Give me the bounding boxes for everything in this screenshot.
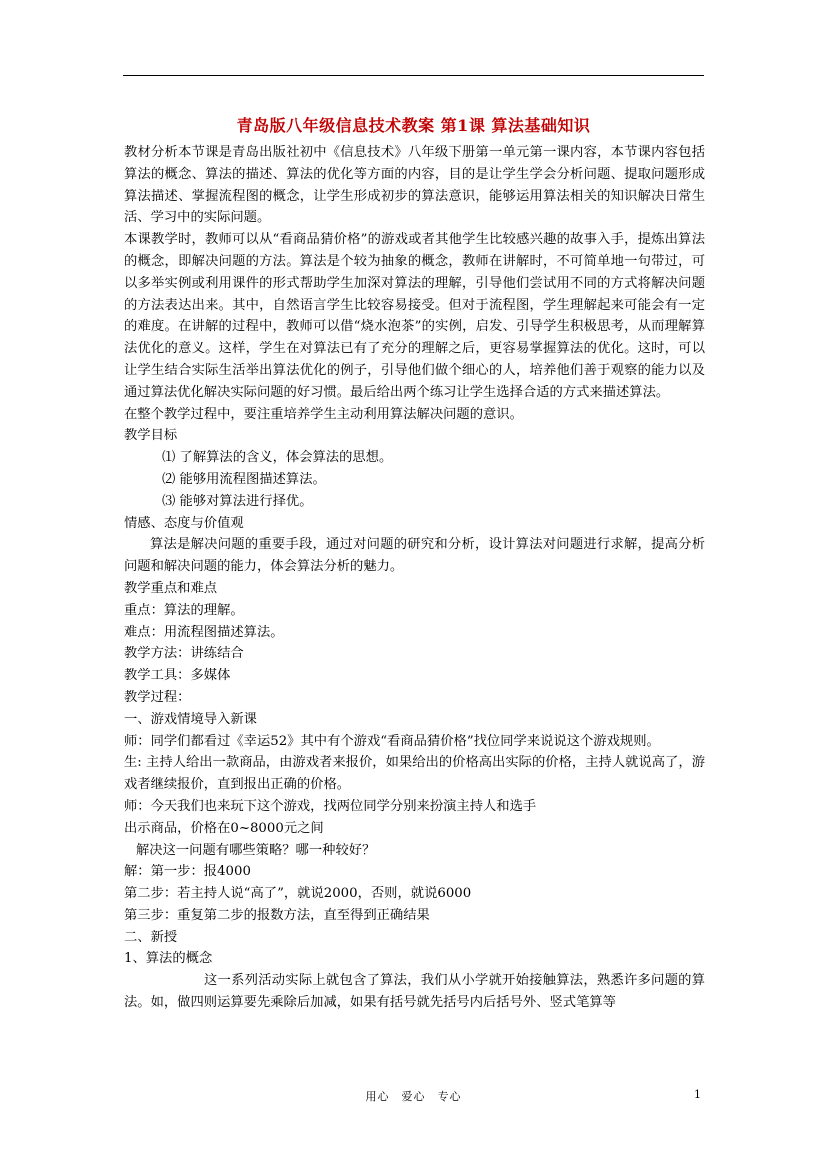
paragraph-teaching-approach: 本课教学时，教师可以从“看商品猜价格”的游戏或者其他学生比较感兴趣的故事入手，提炼出算法的概念，即解决问题的方法。算法是个较为抽象的概念，教师在讲解时，不可简单地一句带过，可以多举实例或利用课件的形式帮助学生加深对算法的理解，引导他们尝试用不同的方式将解决问题的方法表达出来。其中，自然语言学生比较容易接受。但对于流程图，学生理解起来可能会有一定的难度。在讲解的过程中，教师可以借“烧水泡茶”的实例，启发、引导学生积极思考，从而理解算法优化的意义。这样，学生在对算法已有了充分的理解之后，更容易掌握算法的优化。这时，可以让学生结合实际生活举出算法优化的例子，引导他们做个细心的人，培养他们善于观察的能力以及通过算法优化解决实际问题的好习惯。最后给出两个练习让学生选择合适的方式来描述算法。 xyxy=(124,232,705,400)
dialogue-student-1: 生: 主持人给出一款商品，由游戏者来报价，如果给出的价格高出实际的价格，主持人就说高了，游戏者继续报价，直到报出正确的价格。 xyxy=(124,755,705,793)
dialogue-teacher-2: 师：今天我们也来玩下这个游戏，找两位同学分别来扮演主持人和选手 xyxy=(124,798,537,814)
document-title: 青岛版八年级信息技术教案 第1课 算法基础知识 xyxy=(236,116,591,135)
heading-teaching-objectives: 教学目标 xyxy=(124,428,178,444)
solution-step-3: 第三步：重复第二步的报数方法，直至得到正确结果 xyxy=(124,907,430,923)
paragraph-textbook-analysis: 教材分析本节课是青岛出版社初中《信息技术》八年级下册第一单元第一课内容，本节课内容包括算法的概念、算法的描述、算法的优化等方面的内容，目的是让学生学会分析问题、提取问题形成算法描述、掌握流程图的概念，让学生形成初步的算法意识，能够运用算法相关的知识解决日常生活、学习中的实际问题。 xyxy=(124,145,705,226)
footer-motto: 用心 爱心 专心 xyxy=(365,1090,462,1103)
subheading-algorithm-concept: 1、算法的概念 xyxy=(124,951,213,967)
heading-emotion-values: 情感、态度与价值观 xyxy=(124,515,244,531)
section-heading-game-intro: 一、游戏情境导入新课 xyxy=(124,711,257,727)
header-rule xyxy=(123,75,704,76)
objective-item-3: ⑶ 能够对算法进行择优。 xyxy=(162,493,313,509)
heading-teaching-process: 教学过程： xyxy=(124,689,191,705)
product-price-range: 出示商品，价格在0~8000元之间 xyxy=(124,820,324,836)
teaching-method: 教学方法：讲练结合 xyxy=(124,646,244,662)
paragraph-emotion-values: 算法是解决问题的重要手段，通过对问题的研究和分析，设计算法对问题进行求解，提高分析问题和解决问题的能力，体会算法分析的魅力。 xyxy=(124,537,705,575)
key-point: 重点：算法的理解。 xyxy=(124,602,244,618)
difficult-point: 难点：用流程图描述算法。 xyxy=(124,624,284,640)
dialogue-teacher-1: 师：同学们都看过《幸运52》其中有个游戏“看商品猜价格”找位同学来说说这个游戏规则。 xyxy=(124,733,660,749)
heading-key-difficult-points: 教学重点和难点 xyxy=(124,580,218,596)
paragraph-algorithm-concept: 这一系列活动实际上就包含了算法，我们从小学就开始接触算法，熟悉许多问题的算法。如，做四则运算要先乘除后加减，如果有括号就先括号内后括号外、竖式笔算等 xyxy=(124,973,705,1011)
objective-item-2: ⑵ 能够用流程图描述算法。 xyxy=(162,471,326,487)
strategy-question: 解决这一问题有哪些策略？哪一种较好？ xyxy=(136,842,376,858)
document-body xyxy=(124,142,705,1014)
solution-step-2: 第二步：若主持人说“高了”，就说2000，否则，就说6000 xyxy=(124,886,472,902)
teaching-tools: 教学工具：多媒体 xyxy=(124,668,231,684)
page-number: 1 xyxy=(694,1088,701,1101)
solution-step-1: 解：第一步：报4000 xyxy=(124,864,251,880)
objective-item-1: ⑴ 了解算法的含义，体会算法的思想。 xyxy=(162,450,393,466)
section-heading-new-lesson: 二、新授 xyxy=(124,929,178,945)
paragraph-whole-process: 在整个教学过程中，要注重培养学生主动利用算法解决问题的意识。 xyxy=(124,406,523,422)
